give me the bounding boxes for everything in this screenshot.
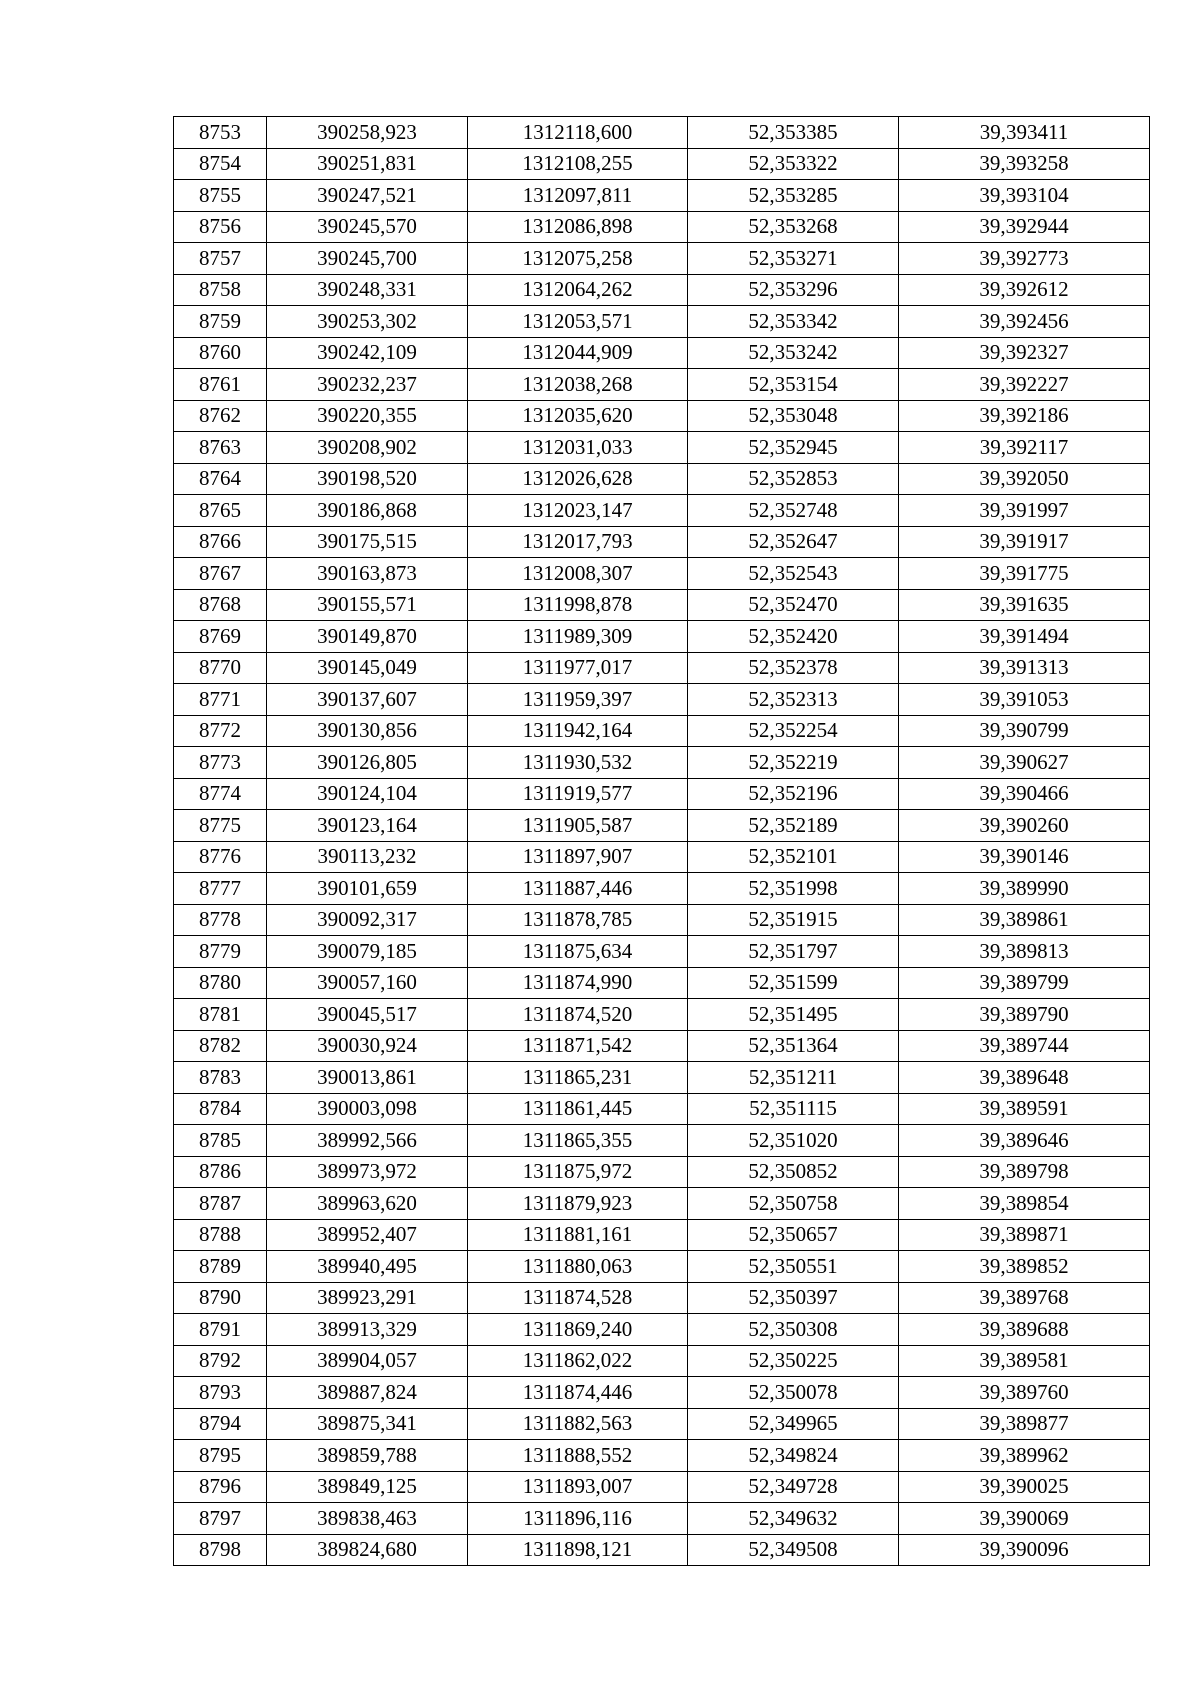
x-coordinate-cell: 390030,924 — [267, 1030, 468, 1062]
latitude-cell: 52,351797 — [688, 936, 899, 968]
y-coordinate-cell: 1312053,571 — [468, 306, 688, 338]
x-coordinate-cell: 390003,098 — [267, 1093, 468, 1125]
point-number-cell: 8755 — [174, 180, 267, 212]
y-coordinate-cell: 1312035,620 — [468, 400, 688, 432]
table-row — [174, 810, 1150, 842]
point-number-cell: 8763 — [174, 432, 267, 464]
point-number-cell: 8766 — [174, 526, 267, 558]
y-coordinate-cell: 1312064,262 — [468, 274, 688, 306]
longitude-cell: 39,392327 — [899, 337, 1150, 369]
y-coordinate-cell: 1312097,811 — [468, 180, 688, 212]
x-coordinate-cell: 390251,831 — [267, 148, 468, 180]
point-number-cell: 8764 — [174, 463, 267, 495]
x-coordinate-cell: 389973,972 — [267, 1156, 468, 1188]
x-coordinate-cell: 390045,517 — [267, 999, 468, 1031]
table-row — [174, 1345, 1150, 1377]
point-number-cell: 8777 — [174, 873, 267, 905]
latitude-cell: 52,350758 — [688, 1188, 899, 1220]
latitude-cell: 52,349508 — [688, 1534, 899, 1566]
table-row — [174, 558, 1150, 590]
y-coordinate-cell: 1311977,017 — [468, 652, 688, 684]
y-coordinate-cell: 1311882,563 — [468, 1408, 688, 1440]
latitude-cell: 52,352219 — [688, 747, 899, 779]
y-coordinate-cell: 1311865,355 — [468, 1125, 688, 1157]
latitude-cell: 52,350551 — [688, 1251, 899, 1283]
longitude-cell: 39,390096 — [899, 1534, 1150, 1566]
point-number-cell: 8793 — [174, 1377, 267, 1409]
longitude-cell: 39,389962 — [899, 1440, 1150, 1472]
y-coordinate-cell: 1312023,147 — [468, 495, 688, 527]
table-row — [174, 1314, 1150, 1346]
latitude-cell: 52,353268 — [688, 211, 899, 243]
latitude-cell: 52,352647 — [688, 526, 899, 558]
table-row — [174, 999, 1150, 1031]
x-coordinate-cell: 390242,109 — [267, 337, 468, 369]
longitude-cell: 39,389990 — [899, 873, 1150, 905]
point-number-cell: 8787 — [174, 1188, 267, 1220]
y-coordinate-cell: 1311865,231 — [468, 1062, 688, 1094]
y-coordinate-cell: 1311874,990 — [468, 967, 688, 999]
table-row — [174, 621, 1150, 653]
y-coordinate-cell: 1312038,268 — [468, 369, 688, 401]
table-row — [174, 873, 1150, 905]
y-coordinate-cell: 1311875,634 — [468, 936, 688, 968]
point-number-cell: 8796 — [174, 1471, 267, 1503]
x-coordinate-cell: 390149,870 — [267, 621, 468, 653]
x-coordinate-cell: 389940,495 — [267, 1251, 468, 1283]
latitude-cell: 52,352748 — [688, 495, 899, 527]
latitude-cell: 52,353154 — [688, 369, 899, 401]
longitude-cell: 39,392773 — [899, 243, 1150, 275]
point-number-cell: 8765 — [174, 495, 267, 527]
longitude-cell: 39,393104 — [899, 180, 1150, 212]
table-row — [174, 1408, 1150, 1440]
table-row — [174, 463, 1150, 495]
longitude-cell: 39,389877 — [899, 1408, 1150, 1440]
y-coordinate-cell: 1312075,258 — [468, 243, 688, 275]
longitude-cell: 39,390069 — [899, 1503, 1150, 1535]
x-coordinate-cell: 390113,232 — [267, 841, 468, 873]
point-number-cell: 8757 — [174, 243, 267, 275]
table-row — [174, 1534, 1150, 1566]
x-coordinate-cell: 390232,237 — [267, 369, 468, 401]
longitude-cell: 39,390025 — [899, 1471, 1150, 1503]
x-coordinate-cell: 390145,049 — [267, 652, 468, 684]
y-coordinate-cell: 1312044,909 — [468, 337, 688, 369]
longitude-cell: 39,389871 — [899, 1219, 1150, 1251]
latitude-cell: 52,351364 — [688, 1030, 899, 1062]
table-row — [174, 369, 1150, 401]
y-coordinate-cell: 1311879,923 — [468, 1188, 688, 1220]
y-coordinate-cell: 1311874,520 — [468, 999, 688, 1031]
point-number-cell: 8779 — [174, 936, 267, 968]
latitude-cell: 52,349965 — [688, 1408, 899, 1440]
coordinates-table-body — [174, 117, 1150, 1566]
x-coordinate-cell: 390124,104 — [267, 778, 468, 810]
longitude-cell: 39,389744 — [899, 1030, 1150, 1062]
point-number-cell: 8776 — [174, 841, 267, 873]
table-row — [174, 1282, 1150, 1314]
longitude-cell: 39,391997 — [899, 495, 1150, 527]
x-coordinate-cell: 389913,329 — [267, 1314, 468, 1346]
longitude-cell: 39,389852 — [899, 1251, 1150, 1283]
point-number-cell: 8754 — [174, 148, 267, 180]
latitude-cell: 52,351020 — [688, 1125, 899, 1157]
latitude-cell: 52,352254 — [688, 715, 899, 747]
latitude-cell: 52,351495 — [688, 999, 899, 1031]
longitude-cell: 39,389648 — [899, 1062, 1150, 1094]
x-coordinate-cell: 390198,520 — [267, 463, 468, 495]
x-coordinate-cell: 390092,317 — [267, 904, 468, 936]
point-number-cell: 8798 — [174, 1534, 267, 1566]
latitude-cell: 52,350078 — [688, 1377, 899, 1409]
longitude-cell: 39,389861 — [899, 904, 1150, 936]
point-number-cell: 8794 — [174, 1408, 267, 1440]
y-coordinate-cell: 1311871,542 — [468, 1030, 688, 1062]
point-number-cell: 8784 — [174, 1093, 267, 1125]
table-row — [174, 1219, 1150, 1251]
y-coordinate-cell: 1312118,600 — [468, 117, 688, 149]
x-coordinate-cell: 390245,570 — [267, 211, 468, 243]
point-number-cell: 8778 — [174, 904, 267, 936]
x-coordinate-cell: 390248,331 — [267, 274, 468, 306]
x-coordinate-cell: 390057,160 — [267, 967, 468, 999]
table-row — [174, 243, 1150, 275]
longitude-cell: 39,389854 — [899, 1188, 1150, 1220]
longitude-cell: 39,392050 — [899, 463, 1150, 495]
latitude-cell: 52,353385 — [688, 117, 899, 149]
point-number-cell: 8761 — [174, 369, 267, 401]
y-coordinate-cell: 1311887,446 — [468, 873, 688, 905]
point-number-cell: 8785 — [174, 1125, 267, 1157]
y-coordinate-cell: 1311878,785 — [468, 904, 688, 936]
point-number-cell: 8789 — [174, 1251, 267, 1283]
latitude-cell: 52,353285 — [688, 180, 899, 212]
longitude-cell: 39,389799 — [899, 967, 1150, 999]
longitude-cell: 39,391313 — [899, 652, 1150, 684]
point-number-cell: 8770 — [174, 652, 267, 684]
point-number-cell: 8790 — [174, 1282, 267, 1314]
table-row — [174, 1062, 1150, 1094]
y-coordinate-cell: 1311897,907 — [468, 841, 688, 873]
x-coordinate-cell: 389824,680 — [267, 1534, 468, 1566]
table-row — [174, 589, 1150, 621]
longitude-cell: 39,391635 — [899, 589, 1150, 621]
x-coordinate-cell: 389838,463 — [267, 1503, 468, 1535]
longitude-cell: 39,390146 — [899, 841, 1150, 873]
longitude-cell: 39,390466 — [899, 778, 1150, 810]
longitude-cell: 39,389646 — [899, 1125, 1150, 1157]
longitude-cell: 39,389813 — [899, 936, 1150, 968]
longitude-cell: 39,392186 — [899, 400, 1150, 432]
table-row — [174, 715, 1150, 747]
x-coordinate-cell: 389904,057 — [267, 1345, 468, 1377]
latitude-cell: 52,353242 — [688, 337, 899, 369]
x-coordinate-cell: 390079,185 — [267, 936, 468, 968]
table-row — [174, 1093, 1150, 1125]
point-number-cell: 8775 — [174, 810, 267, 842]
latitude-cell: 52,350397 — [688, 1282, 899, 1314]
latitude-cell: 52,351115 — [688, 1093, 899, 1125]
point-number-cell: 8759 — [174, 306, 267, 338]
x-coordinate-cell: 390163,873 — [267, 558, 468, 590]
table-row — [174, 180, 1150, 212]
table-row — [174, 936, 1150, 968]
longitude-cell: 39,391053 — [899, 684, 1150, 716]
x-coordinate-cell: 390155,571 — [267, 589, 468, 621]
latitude-cell: 52,353048 — [688, 400, 899, 432]
y-coordinate-cell: 1311880,063 — [468, 1251, 688, 1283]
point-number-cell: 8783 — [174, 1062, 267, 1094]
y-coordinate-cell: 1311942,164 — [468, 715, 688, 747]
longitude-cell: 39,389798 — [899, 1156, 1150, 1188]
latitude-cell: 52,352189 — [688, 810, 899, 842]
table-row — [174, 1251, 1150, 1283]
latitude-cell: 52,352470 — [688, 589, 899, 621]
x-coordinate-cell: 389992,566 — [267, 1125, 468, 1157]
table-row — [174, 274, 1150, 306]
longitude-cell: 39,389581 — [899, 1345, 1150, 1377]
point-number-cell: 8781 — [174, 999, 267, 1031]
point-number-cell: 8795 — [174, 1440, 267, 1472]
table-row — [174, 117, 1150, 149]
latitude-cell: 52,352420 — [688, 621, 899, 653]
point-number-cell: 8792 — [174, 1345, 267, 1377]
latitude-cell: 52,349824 — [688, 1440, 899, 1472]
table-row — [174, 747, 1150, 779]
table-row — [174, 337, 1150, 369]
y-coordinate-cell: 1311905,587 — [468, 810, 688, 842]
point-number-cell: 8753 — [174, 117, 267, 149]
point-number-cell: 8769 — [174, 621, 267, 653]
point-number-cell: 8758 — [174, 274, 267, 306]
x-coordinate-cell: 389875,341 — [267, 1408, 468, 1440]
table-row — [174, 904, 1150, 936]
y-coordinate-cell: 1311881,161 — [468, 1219, 688, 1251]
x-coordinate-cell: 390130,856 — [267, 715, 468, 747]
x-coordinate-cell: 390123,164 — [267, 810, 468, 842]
x-coordinate-cell: 390253,302 — [267, 306, 468, 338]
y-coordinate-cell: 1311874,528 — [468, 1282, 688, 1314]
table-row — [174, 1125, 1150, 1157]
x-coordinate-cell: 390220,355 — [267, 400, 468, 432]
longitude-cell: 39,389760 — [899, 1377, 1150, 1409]
table-row — [174, 306, 1150, 338]
x-coordinate-cell: 389887,824 — [267, 1377, 468, 1409]
longitude-cell: 39,392612 — [899, 274, 1150, 306]
point-number-cell: 8782 — [174, 1030, 267, 1062]
point-number-cell: 8768 — [174, 589, 267, 621]
longitude-cell: 39,389688 — [899, 1314, 1150, 1346]
longitude-cell: 39,390799 — [899, 715, 1150, 747]
longitude-cell: 39,393411 — [899, 117, 1150, 149]
longitude-cell: 39,392227 — [899, 369, 1150, 401]
table-row — [174, 526, 1150, 558]
table-row — [174, 1440, 1150, 1472]
y-coordinate-cell: 1311919,577 — [468, 778, 688, 810]
y-coordinate-cell: 1311874,446 — [468, 1377, 688, 1409]
table-row — [174, 211, 1150, 243]
longitude-cell: 39,391917 — [899, 526, 1150, 558]
x-coordinate-cell: 389923,291 — [267, 1282, 468, 1314]
point-number-cell: 8760 — [174, 337, 267, 369]
longitude-cell: 39,390260 — [899, 810, 1150, 842]
table-row — [174, 778, 1150, 810]
y-coordinate-cell: 1311896,116 — [468, 1503, 688, 1535]
x-coordinate-cell: 390101,659 — [267, 873, 468, 905]
x-coordinate-cell: 390208,902 — [267, 432, 468, 464]
y-coordinate-cell: 1312031,033 — [468, 432, 688, 464]
table-row — [174, 684, 1150, 716]
latitude-cell: 52,351998 — [688, 873, 899, 905]
latitude-cell: 52,350657 — [688, 1219, 899, 1251]
y-coordinate-cell: 1311875,972 — [468, 1156, 688, 1188]
y-coordinate-cell: 1312017,793 — [468, 526, 688, 558]
y-coordinate-cell: 1312026,628 — [468, 463, 688, 495]
longitude-cell: 39,392456 — [899, 306, 1150, 338]
x-coordinate-cell: 389859,788 — [267, 1440, 468, 1472]
latitude-cell: 52,353296 — [688, 274, 899, 306]
table-row — [174, 1471, 1150, 1503]
longitude-cell: 39,390627 — [899, 747, 1150, 779]
y-coordinate-cell: 1312108,255 — [468, 148, 688, 180]
longitude-cell: 39,389768 — [899, 1282, 1150, 1314]
x-coordinate-cell: 389849,125 — [267, 1471, 468, 1503]
table-row — [174, 1503, 1150, 1535]
table-row — [174, 1377, 1150, 1409]
latitude-cell: 52,352853 — [688, 463, 899, 495]
table-row — [174, 841, 1150, 873]
y-coordinate-cell: 1311861,445 — [468, 1093, 688, 1125]
point-number-cell: 8788 — [174, 1219, 267, 1251]
y-coordinate-cell: 1311959,397 — [468, 684, 688, 716]
longitude-cell: 39,392944 — [899, 211, 1150, 243]
longitude-cell: 39,391775 — [899, 558, 1150, 590]
y-coordinate-cell: 1311888,552 — [468, 1440, 688, 1472]
latitude-cell: 52,351599 — [688, 967, 899, 999]
longitude-cell: 39,392117 — [899, 432, 1150, 464]
latitude-cell: 52,351915 — [688, 904, 899, 936]
latitude-cell: 52,352101 — [688, 841, 899, 873]
point-number-cell: 8774 — [174, 778, 267, 810]
longitude-cell: 39,389591 — [899, 1093, 1150, 1125]
latitude-cell: 52,350308 — [688, 1314, 899, 1346]
latitude-cell: 52,349632 — [688, 1503, 899, 1535]
latitude-cell: 52,352196 — [688, 778, 899, 810]
table-row — [174, 652, 1150, 684]
latitude-cell: 52,352378 — [688, 652, 899, 684]
table-row — [174, 148, 1150, 180]
table-row — [174, 432, 1150, 464]
longitude-cell: 39,389790 — [899, 999, 1150, 1031]
y-coordinate-cell: 1311989,309 — [468, 621, 688, 653]
x-coordinate-cell: 390186,868 — [267, 495, 468, 527]
point-number-cell: 8771 — [174, 684, 267, 716]
y-coordinate-cell: 1311893,007 — [468, 1471, 688, 1503]
y-coordinate-cell: 1311998,878 — [468, 589, 688, 621]
x-coordinate-cell: 389952,407 — [267, 1219, 468, 1251]
y-coordinate-cell: 1312008,307 — [468, 558, 688, 590]
y-coordinate-cell: 1311869,240 — [468, 1314, 688, 1346]
y-coordinate-cell: 1312086,898 — [468, 211, 688, 243]
latitude-cell: 52,349728 — [688, 1471, 899, 1503]
latitude-cell: 52,353271 — [688, 243, 899, 275]
latitude-cell: 52,350225 — [688, 1345, 899, 1377]
latitude-cell: 52,352313 — [688, 684, 899, 716]
table-row — [174, 1030, 1150, 1062]
point-number-cell: 8773 — [174, 747, 267, 779]
x-coordinate-cell: 390175,515 — [267, 526, 468, 558]
point-number-cell: 8780 — [174, 967, 267, 999]
point-number-cell: 8772 — [174, 715, 267, 747]
table-row — [174, 495, 1150, 527]
table-row — [174, 1156, 1150, 1188]
coordinates-table — [173, 116, 1150, 1566]
latitude-cell: 52,350852 — [688, 1156, 899, 1188]
y-coordinate-cell: 1311862,022 — [468, 1345, 688, 1377]
latitude-cell: 52,353342 — [688, 306, 899, 338]
x-coordinate-cell: 389963,620 — [267, 1188, 468, 1220]
table-row — [174, 1188, 1150, 1220]
y-coordinate-cell: 1311930,532 — [468, 747, 688, 779]
longitude-cell: 39,393258 — [899, 148, 1150, 180]
table-row — [174, 967, 1150, 999]
latitude-cell: 52,351211 — [688, 1062, 899, 1094]
point-number-cell: 8797 — [174, 1503, 267, 1535]
x-coordinate-cell: 390247,521 — [267, 180, 468, 212]
latitude-cell: 52,352543 — [688, 558, 899, 590]
x-coordinate-cell: 390258,923 — [267, 117, 468, 149]
point-number-cell: 8767 — [174, 558, 267, 590]
x-coordinate-cell: 390137,607 — [267, 684, 468, 716]
latitude-cell: 52,353322 — [688, 148, 899, 180]
x-coordinate-cell: 390245,700 — [267, 243, 468, 275]
x-coordinate-cell: 390126,805 — [267, 747, 468, 779]
table-row — [174, 400, 1150, 432]
y-coordinate-cell: 1311898,121 — [468, 1534, 688, 1566]
point-number-cell: 8756 — [174, 211, 267, 243]
point-number-cell: 8786 — [174, 1156, 267, 1188]
longitude-cell: 39,391494 — [899, 621, 1150, 653]
point-number-cell: 8762 — [174, 400, 267, 432]
point-number-cell: 8791 — [174, 1314, 267, 1346]
latitude-cell: 52,352945 — [688, 432, 899, 464]
x-coordinate-cell: 390013,861 — [267, 1062, 468, 1094]
